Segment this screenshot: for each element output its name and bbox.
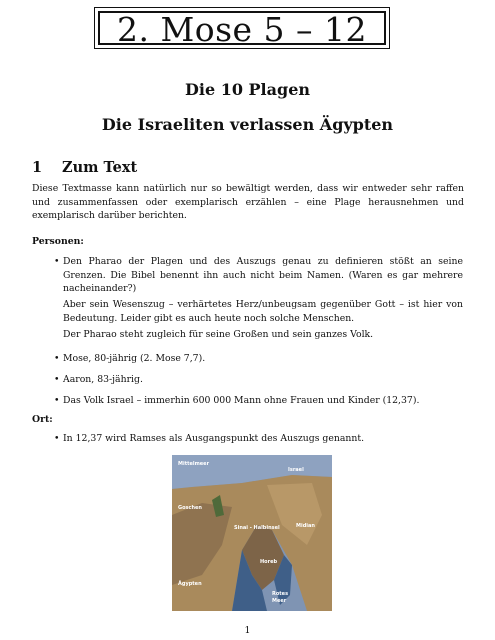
map-label-goschen: Goschen (178, 505, 202, 511)
list-item-text: Den Pharao der Plagen und des Auszugs genau zu definieren stößt an seine Grenzen. Die Bibel benennt ihn auch nicht beim Namen. (Waren es gar mehrere nacheinander?) (63, 256, 463, 295)
subtitle-exodus: Die Israeliten verlassen Ägypten (101, 115, 394, 134)
bullet-icon: • (54, 395, 60, 406)
list-item (54, 352, 463, 366)
map-label-horeb: Horeb (260, 559, 278, 565)
personen-label: Personen: (32, 236, 84, 247)
bullet-icon: • (54, 374, 60, 385)
list-item-text: Aaron, 83-jährig. (63, 374, 143, 385)
section-title: Zum Text (62, 159, 138, 176)
map-label-meer: Meer (272, 598, 287, 604)
map-label-aegypten: Ägypten (178, 581, 202, 587)
list-item (54, 432, 463, 446)
map-label-rotes: Rotes (272, 591, 289, 597)
map-label-midian: Midian (296, 523, 315, 529)
list-item (54, 394, 463, 408)
bullet-icon: • (54, 353, 60, 364)
list-item-text: Das Volk Israel – immerhin 600 000 Mann ohne Frauen und Kinder (12,37). (63, 395, 420, 406)
sinai-map-image (172, 455, 332, 611)
page-number: 1 (244, 625, 251, 636)
list-item-continuation: Der Pharao steht zugleich für seine Großen und sein ganzes Volk. (63, 329, 374, 340)
section-number: 1 (32, 159, 43, 176)
ort-label: Ort: (32, 414, 53, 425)
list-item (54, 373, 463, 387)
map-label-israel: Israel (288, 467, 304, 473)
page-title: 2. Mose 5 – 12 (116, 10, 368, 49)
list-item (54, 255, 463, 296)
map-label-sinai: Sinai - Halbinsel (234, 525, 280, 531)
title-frame (98, 10, 386, 49)
intro-paragraph: Diese Textmasse kann natürlich nur so bewältigt werden, dass wir entweder sehr raffen und zusammenfassen oder exemplarisch erzählen – eine Plage herausnehmen und exemplarisch darüber berichten. (32, 183, 464, 222)
map-label-mittelmeer: Mittelmeer (178, 461, 210, 467)
bullet-icon: • (54, 433, 60, 444)
list-item-text: Mose, 80-jährig (2. Mose 7,7). (63, 353, 206, 364)
satellite-map-graphic (172, 455, 332, 611)
list-item-text: In 12,37 wird Ramses als Ausgangspunkt des Auszugs genannt. (63, 433, 365, 444)
section-heading (32, 159, 137, 176)
subtitle-plagues: Die 10 Plagen (184, 80, 310, 99)
bullet-icon: • (54, 256, 60, 267)
list-item-continuation: Aber sein Wesenszug – verhärtetes Herz/unbeugsam gegenüber Gott – ist hier von Bedeutung. Leider gibt es auch heute noch solche Menschen. (63, 299, 463, 324)
